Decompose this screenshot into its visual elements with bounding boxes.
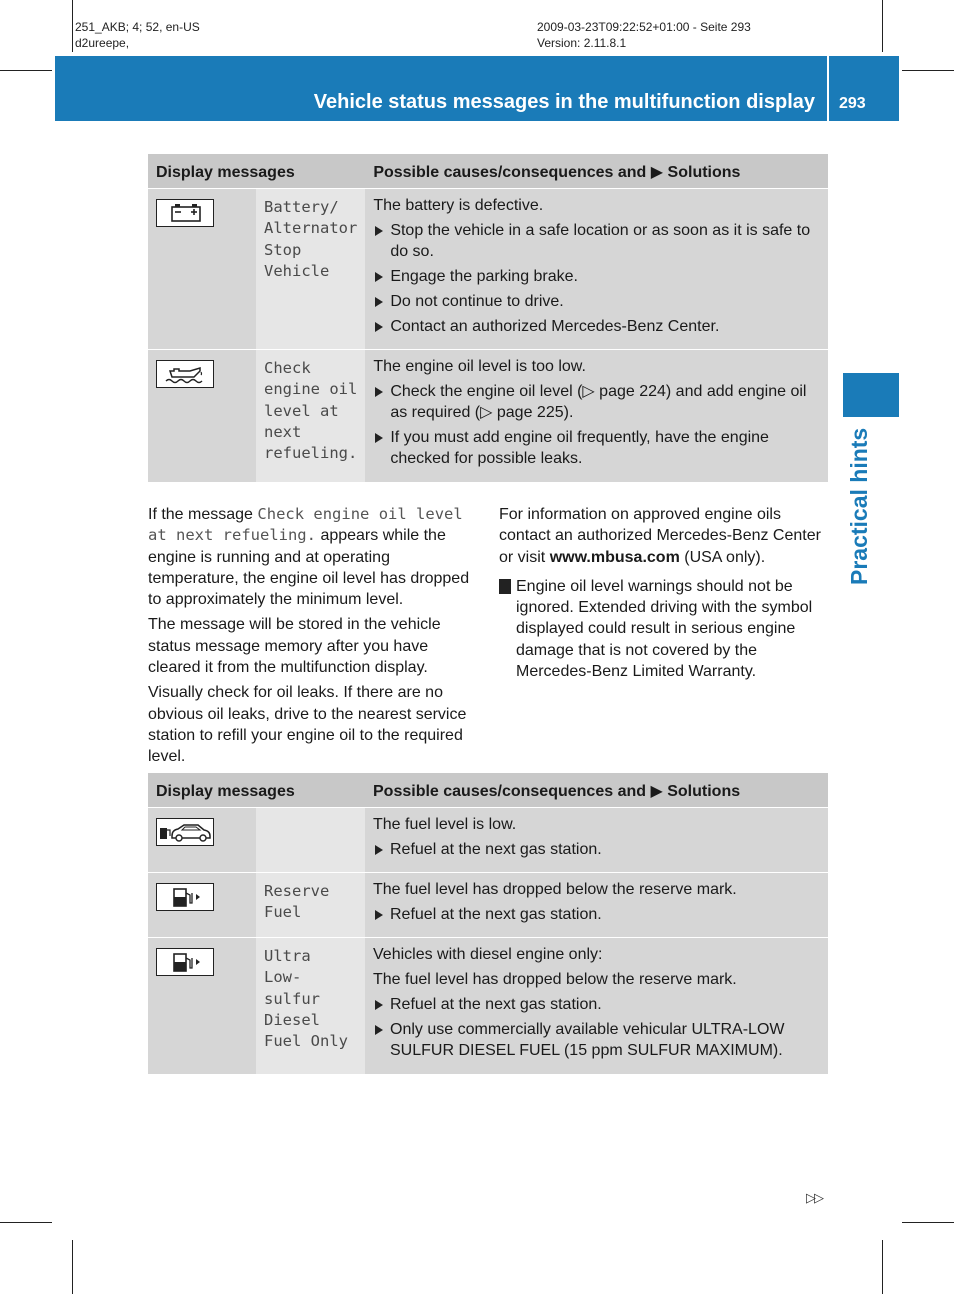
meta-line: 251_AKB; 4; 52, en-US	[75, 20, 200, 34]
fuel-pump-icon	[156, 883, 214, 911]
icon-cell	[148, 189, 256, 350]
arrow-icon: ▶	[650, 164, 664, 181]
crop-mark	[72, 0, 73, 52]
solution-step: Check the engine oil level (▷ page 224) and add engine oil as required (▷ page 225).	[373, 381, 820, 423]
display-code: Battery/ Alternator Stop Vehicle	[256, 189, 365, 350]
meta-line: d2ureepe,	[75, 36, 130, 50]
table-row	[148, 938, 828, 1074]
paragraph-text: If the message	[148, 506, 253, 523]
table-header-row	[148, 154, 828, 189]
header-causes-solutions	[365, 154, 828, 189]
cause-text: The fuel level has dropped below the reserve mark.	[373, 881, 737, 898]
crop-mark	[72, 1240, 73, 1294]
fuel-pump-icon	[156, 948, 214, 976]
body-paragraph: The message will be stored in the vehicle status message memory after you have cleared it from the multifunction display.	[148, 616, 441, 677]
header-display-messages: Display messages	[148, 154, 365, 189]
print-meta-right	[537, 19, 751, 51]
header-solutions-label: Solutions	[667, 783, 741, 800]
cause-text: Vehicles with diesel engine only:	[373, 946, 603, 963]
meta-line: Version: 2.11.8.1	[537, 36, 627, 50]
paragraph-text: For information on approved engine oils contact an authorized Mercedes-Benz Center or visit	[499, 506, 821, 566]
paragraph-text: (USA only).	[684, 548, 766, 566]
header-divider	[827, 56, 829, 121]
header-solutions-label: Solutions	[667, 164, 741, 181]
icon-cell	[148, 938, 256, 1074]
crop-mark	[882, 0, 883, 52]
solution-step: Only use commercially available vehicular ULTRA-LOW SULFUR DIESEL FUEL (15 ppm SULFUR MAXIMUM).	[373, 1019, 820, 1061]
table-header-row	[148, 773, 828, 808]
display-code: Ultra Low-sulfur Diesel Fuel Only	[256, 938, 365, 1074]
body-left-column	[148, 504, 480, 772]
header-banner	[55, 56, 899, 121]
website-link: www.mbusa.com	[549, 548, 680, 566]
description-cell	[365, 873, 828, 938]
header-causes-label: Possible causes/consequences and	[373, 164, 647, 181]
page-title: Vehicle status messages in the multifunction display	[313, 91, 815, 113]
body-paragraph: Visually check for oil leaks. If there are no obvious oil leaks, drive to the nearest service station to refill your engine oil to the required level.	[148, 684, 467, 766]
crop-mark	[902, 1222, 954, 1223]
solution-step: Contact an authorized Mercedes-Benz Center.	[373, 316, 820, 337]
table-row	[148, 350, 828, 482]
side-tab-label: Practical hints	[846, 427, 872, 585]
solution-step: Do not continue to drive.	[373, 291, 820, 312]
solution-step: If you must add engine oil frequently, have the engine checked for possible leaks.	[373, 427, 820, 469]
print-meta-left	[75, 19, 200, 51]
header-causes-solutions	[365, 773, 828, 808]
side-tab	[834, 427, 894, 590]
solution-step: Stop the vehicle in a safe location or as soon as it is safe to do so.	[373, 220, 820, 262]
icon-cell	[148, 350, 256, 482]
header-display-messages: Display messages	[148, 773, 365, 808]
solution-step: Refuel at the next gas station.	[373, 904, 820, 925]
meta-line: 2009-03-23T09:22:52+01:00 - Seite 293	[537, 20, 751, 34]
warning-icon: !	[499, 579, 511, 594]
warning-note	[494, 576, 831, 682]
display-code-inline: Check engine oil level at next refueling.	[148, 505, 463, 545]
warning-text: Engine oil level warnings should not be ignored. Extended driving with the symbol displayed could result in serious engine damage that is not covered by the Mercedes-Benz Limited Warranty.	[516, 577, 813, 681]
display-code: Check engine oil level at next refueling.	[256, 350, 365, 482]
body-paragraph	[148, 504, 480, 610]
icon-cell	[148, 808, 256, 873]
crop-mark	[882, 1240, 883, 1294]
icon-cell	[148, 873, 256, 938]
fuel-car-icon	[156, 818, 214, 846]
description-cell	[365, 938, 828, 1074]
table-row	[148, 808, 828, 873]
continued-icon: ▷▷	[806, 1190, 822, 1205]
body-right-column	[494, 504, 831, 686]
paragraph-text: appears while the engine is running and at operating temperature, the engine oil level has dropped to approximately the minimum level.	[148, 527, 470, 609]
crop-mark	[902, 70, 954, 71]
description-cell	[365, 350, 828, 482]
display-messages-table-1	[148, 154, 828, 482]
oil-can-icon	[156, 360, 214, 388]
crop-mark	[0, 1222, 52, 1223]
side-tab-marker	[843, 373, 899, 417]
cause-text: The battery is defective.	[373, 197, 544, 214]
cause-text: The engine oil level is too low.	[373, 358, 586, 375]
solution-step: Refuel at the next gas station.	[373, 839, 820, 860]
body-paragraph	[499, 504, 831, 568]
display-messages-table-2	[148, 773, 828, 1074]
header-causes-label: Possible causes/consequences and	[373, 783, 647, 800]
battery-icon	[156, 199, 214, 227]
table-row	[148, 189, 828, 350]
table-row	[148, 873, 828, 938]
solution-step: Engage the parking brake.	[373, 266, 820, 287]
description-cell	[365, 189, 828, 350]
crop-mark	[0, 70, 52, 71]
display-code	[256, 808, 365, 873]
solution-step: Refuel at the next gas station.	[373, 994, 820, 1015]
page-number: 293	[839, 95, 866, 112]
cause-text: The fuel level has dropped below the reserve mark.	[373, 971, 737, 988]
cause-text: The fuel level is low.	[373, 816, 517, 833]
description-cell	[365, 808, 828, 873]
display-code: Reserve Fuel	[256, 873, 365, 938]
arrow-icon: ▶	[650, 783, 663, 800]
